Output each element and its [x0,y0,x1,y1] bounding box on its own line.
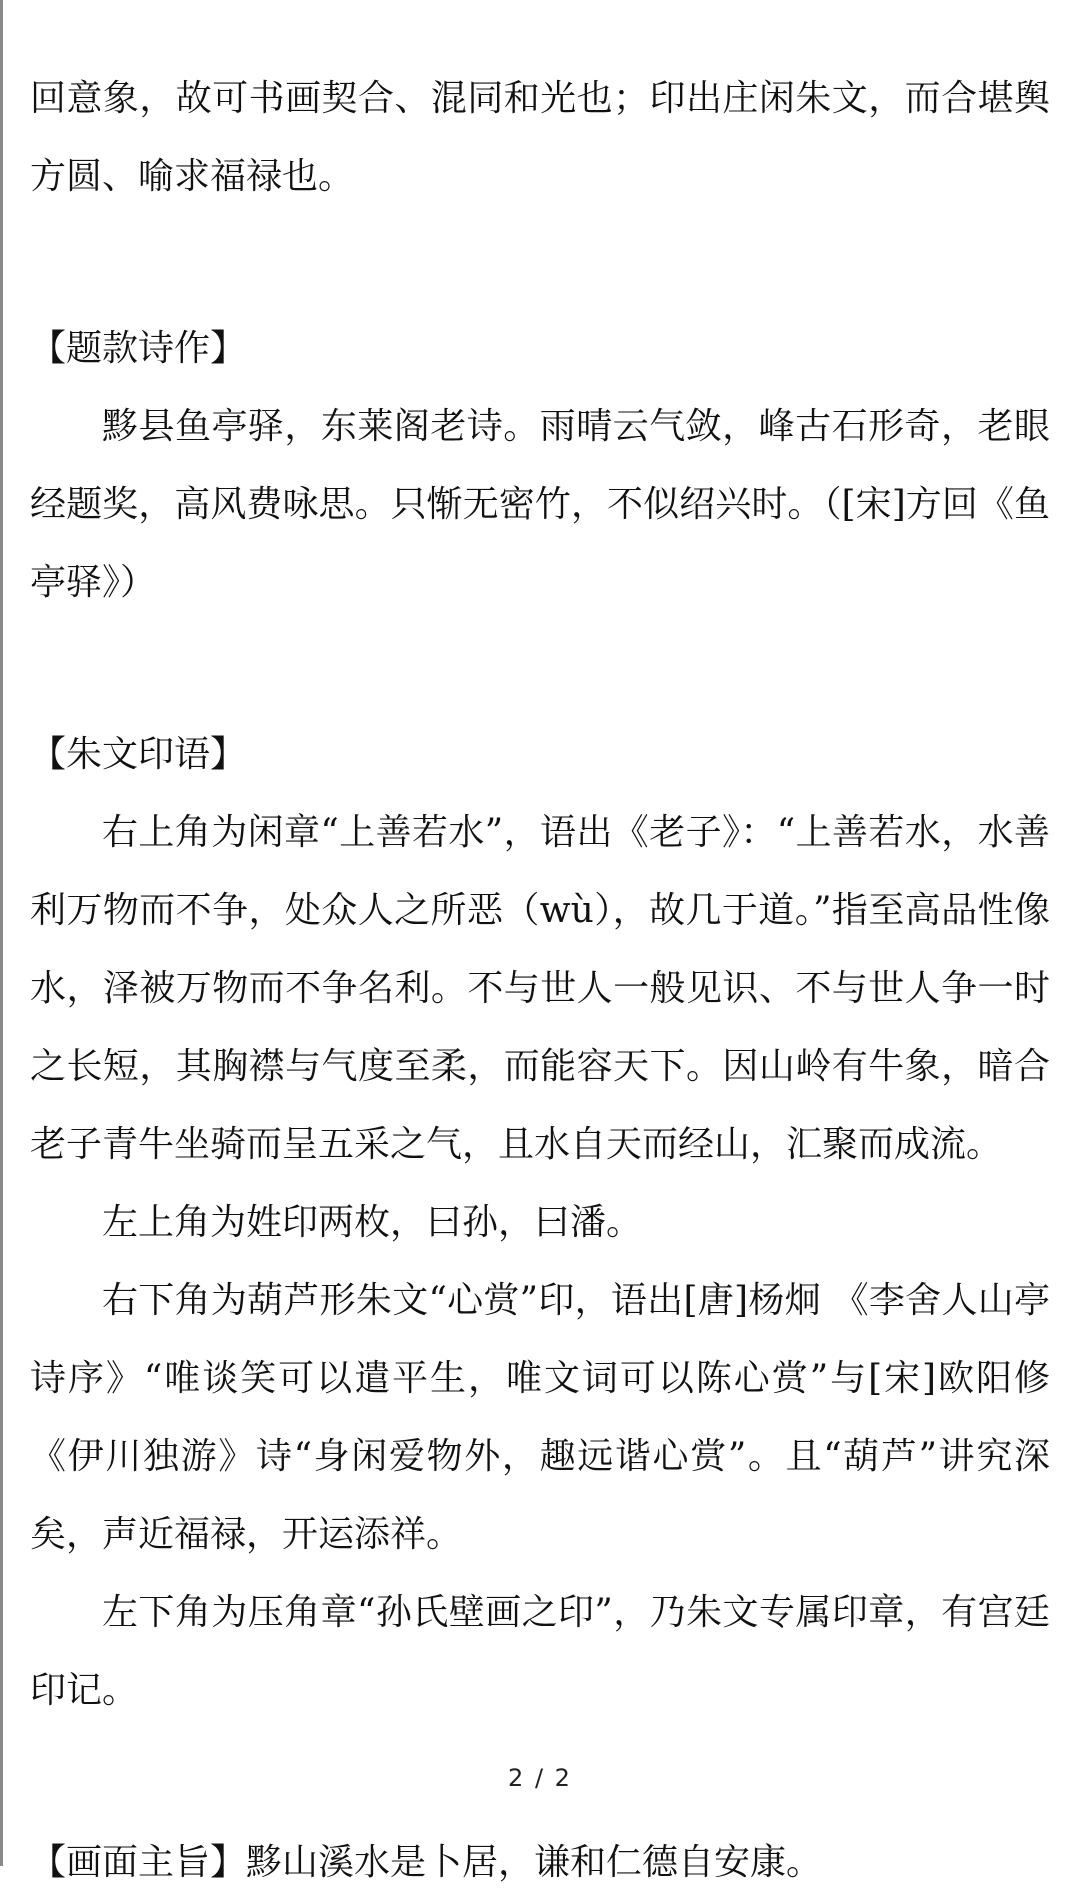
seal-paragraph-top-right: 右上角为闲章“上善若水”，语出《老子》：“上善若水，水善利万物而不争，处众人之所恶（wù），故几于道。”指至高品性像水，泽被万物而不争名利。不与世人一般见识、不与世人争一时之长短，其胸襟与气度至柔，而能容天下。因山岭有牛象，暗合老子青牛坐骑而呈五采之气，且水自天而经山，汇聚而成流。 [30,812,1050,1165]
poem-section-heading: 【题款诗作】 [30,328,247,369]
theme-text: 黟山溪水是卜居，谦和仁德自安康。 [246,1842,823,1883]
seal-section-heading: 【朱文印语】 [30,734,247,775]
document-page [30,60,1050,1902]
theme-section-heading: 【画面主旨】 [30,1842,247,1883]
intro-paragraph: 回意象，故可书画契合、混同和光也；印出庄闲朱文，而合堪舆方圆、喻求福禄也。 [30,78,1050,197]
seal-paragraph-bottom-right: 右下角为葫芦形朱文“心赏”印，语出[唐]杨炯 《李舍人山亭诗序》“唯谈笑可以遣平生，唯文词可以陈心赏”与[宋]欧阳修 《伊川独游》诗“身闲爱物外，趣远谐心赏”。且“葫芦”讲究深矣，声近福禄，开运添祥。 [30,1280,1050,1555]
poem-text: 黟县鱼亭驿，东莱阁老诗。雨晴云气敛，峰古石形奇，老眼经题奖，高风费咏思。只惭无密竹，不似绍兴时。（[宋]方回《鱼亭驿》） [30,406,1050,603]
seal-paragraph-bottom-left: 左下角为压角章“孙氏壁画之印”，乃朱文专属印章，有宫廷印记。 [30,1592,1050,1711]
page-left-border [0,0,3,1866]
theme-line [30,1824,1050,1902]
section-spacer [30,216,1050,310]
page-number: 2 / 2 [508,1764,572,1792]
section-spacer [30,622,1050,716]
seal-paragraph-top-left: 左上角为姓印两枚，曰孙，曰潘。 [102,1202,643,1243]
